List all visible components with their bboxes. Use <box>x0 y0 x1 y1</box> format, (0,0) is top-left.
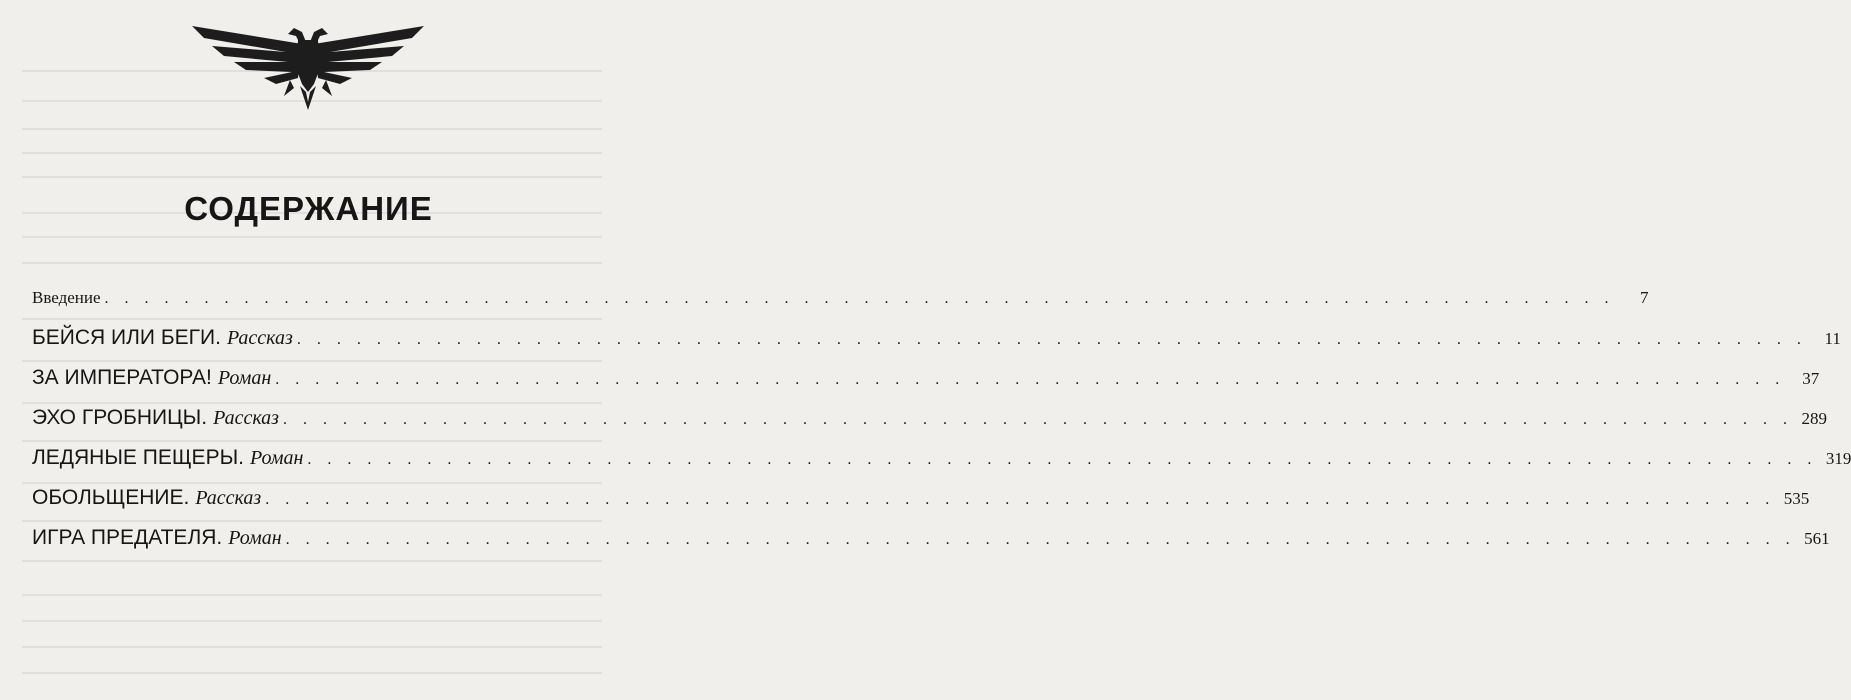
toc-entry-page: 37 <box>1802 369 1820 388</box>
dot-leader: . . . . . . . . . . . . . . . . . . . . . . . . . . . . . . . . . . . . . . . . . . . . . . . . . . . . . . . . . . . . . . . . . . . . . . . . . . . . <box>307 451 1818 468</box>
dot-leader: . . . . . . . . . . . . . . . . . . . . . . . . . . . . . . . . . . . . . . . . . . . . . . . . . . . . . . . . . . . . . . . . . . . . . . . . . . . . <box>275 371 1786 388</box>
toc-entry-page: 289 <box>1801 409 1827 428</box>
toc-entry-page: 7 <box>1640 288 1649 307</box>
toc-entry-title: ОБОЛЬЩЕНИЕ. <box>32 486 190 509</box>
aquila-emblem-icon <box>190 22 426 112</box>
toc-entry-page: 535 <box>1783 489 1810 508</box>
dot-leader: . . . . . . . . . . . . . . . . . . . . . . . . . . . . . . . . . . . . . . . . . . . . . . . . . . . . . . . . . . . . . . . . . . . . . . . . . . . . <box>285 531 1796 548</box>
toc-entry-genre: Рассказ <box>213 407 279 429</box>
toc-entry[interactable] <box>32 326 1841 366</box>
toc-entry-title: ЗА ИМПЕРАТОРА! <box>32 366 212 389</box>
table-of-contents <box>32 288 1851 566</box>
dot-leader: . . . . . . . . . . . . . . . . . . . . . . . . . . . . . . . . . . . . . . . . . . . . . . . . . . . . . . . . . . . . . . . . . . . . . . . . . . . . <box>296 331 1807 348</box>
toc-entry-genre: Роман <box>228 527 282 549</box>
toc-entry-page: 319 <box>1825 449 1851 468</box>
page-title: СОДЕРЖАНИЕ <box>184 190 433 227</box>
toc-entry-genre: Роман <box>217 367 272 389</box>
dot-leader: . . . . . . . . . . . . . . . . . . . . . . . . . . . . . . . . . . . . . . . . . . . . . . . . . . . . . . . . . . . . . . . . . . . . . . . . . . . . <box>104 290 1615 307</box>
toc-entry[interactable] <box>32 406 1827 446</box>
toc-entry[interactable] <box>32 446 1851 486</box>
dot-leader: . . . . . . . . . . . . . . . . . . . . . . . . . . . . . . . . . . . . . . . . . . . . . . . . . . . . . . . . . . . . . . . . . . . . . . . . . . . . <box>265 491 1776 508</box>
toc-entry-title: ЭХО ГРОБНИЦЫ. <box>32 406 208 429</box>
toc-entry-genre: Рассказ <box>195 487 262 509</box>
toc-entry-introduction[interactable] <box>32 288 1649 326</box>
toc-entry-title: Введение <box>32 288 101 307</box>
toc-entry[interactable] <box>32 526 1830 566</box>
toc-entry-genre: Роман <box>250 447 304 469</box>
toc-entry-page: 561 <box>1804 529 1830 548</box>
toc-entry[interactable] <box>32 366 1820 406</box>
toc-entry-title: ЛЕДЯНЫЕ ПЕЩЕРЫ. <box>32 446 244 469</box>
toc-entry-page: 11 <box>1824 329 1841 348</box>
toc-entry-title: ИГРА ПРЕДАТЕЛЯ. <box>32 526 223 549</box>
toc-entry[interactable] <box>32 486 1810 526</box>
dot-leader: . . . . . . . . . . . . . . . . . . . . . . . . . . . . . . . . . . . . . . . . . . . . . . . . . . . . . . . . . . . . . . . . . . . . . . . . . . . . <box>282 411 1793 428</box>
toc-entry-genre: Рассказ <box>226 327 293 349</box>
toc-entry-title: БЕЙСЯ ИЛИ БЕГИ. <box>32 326 221 349</box>
